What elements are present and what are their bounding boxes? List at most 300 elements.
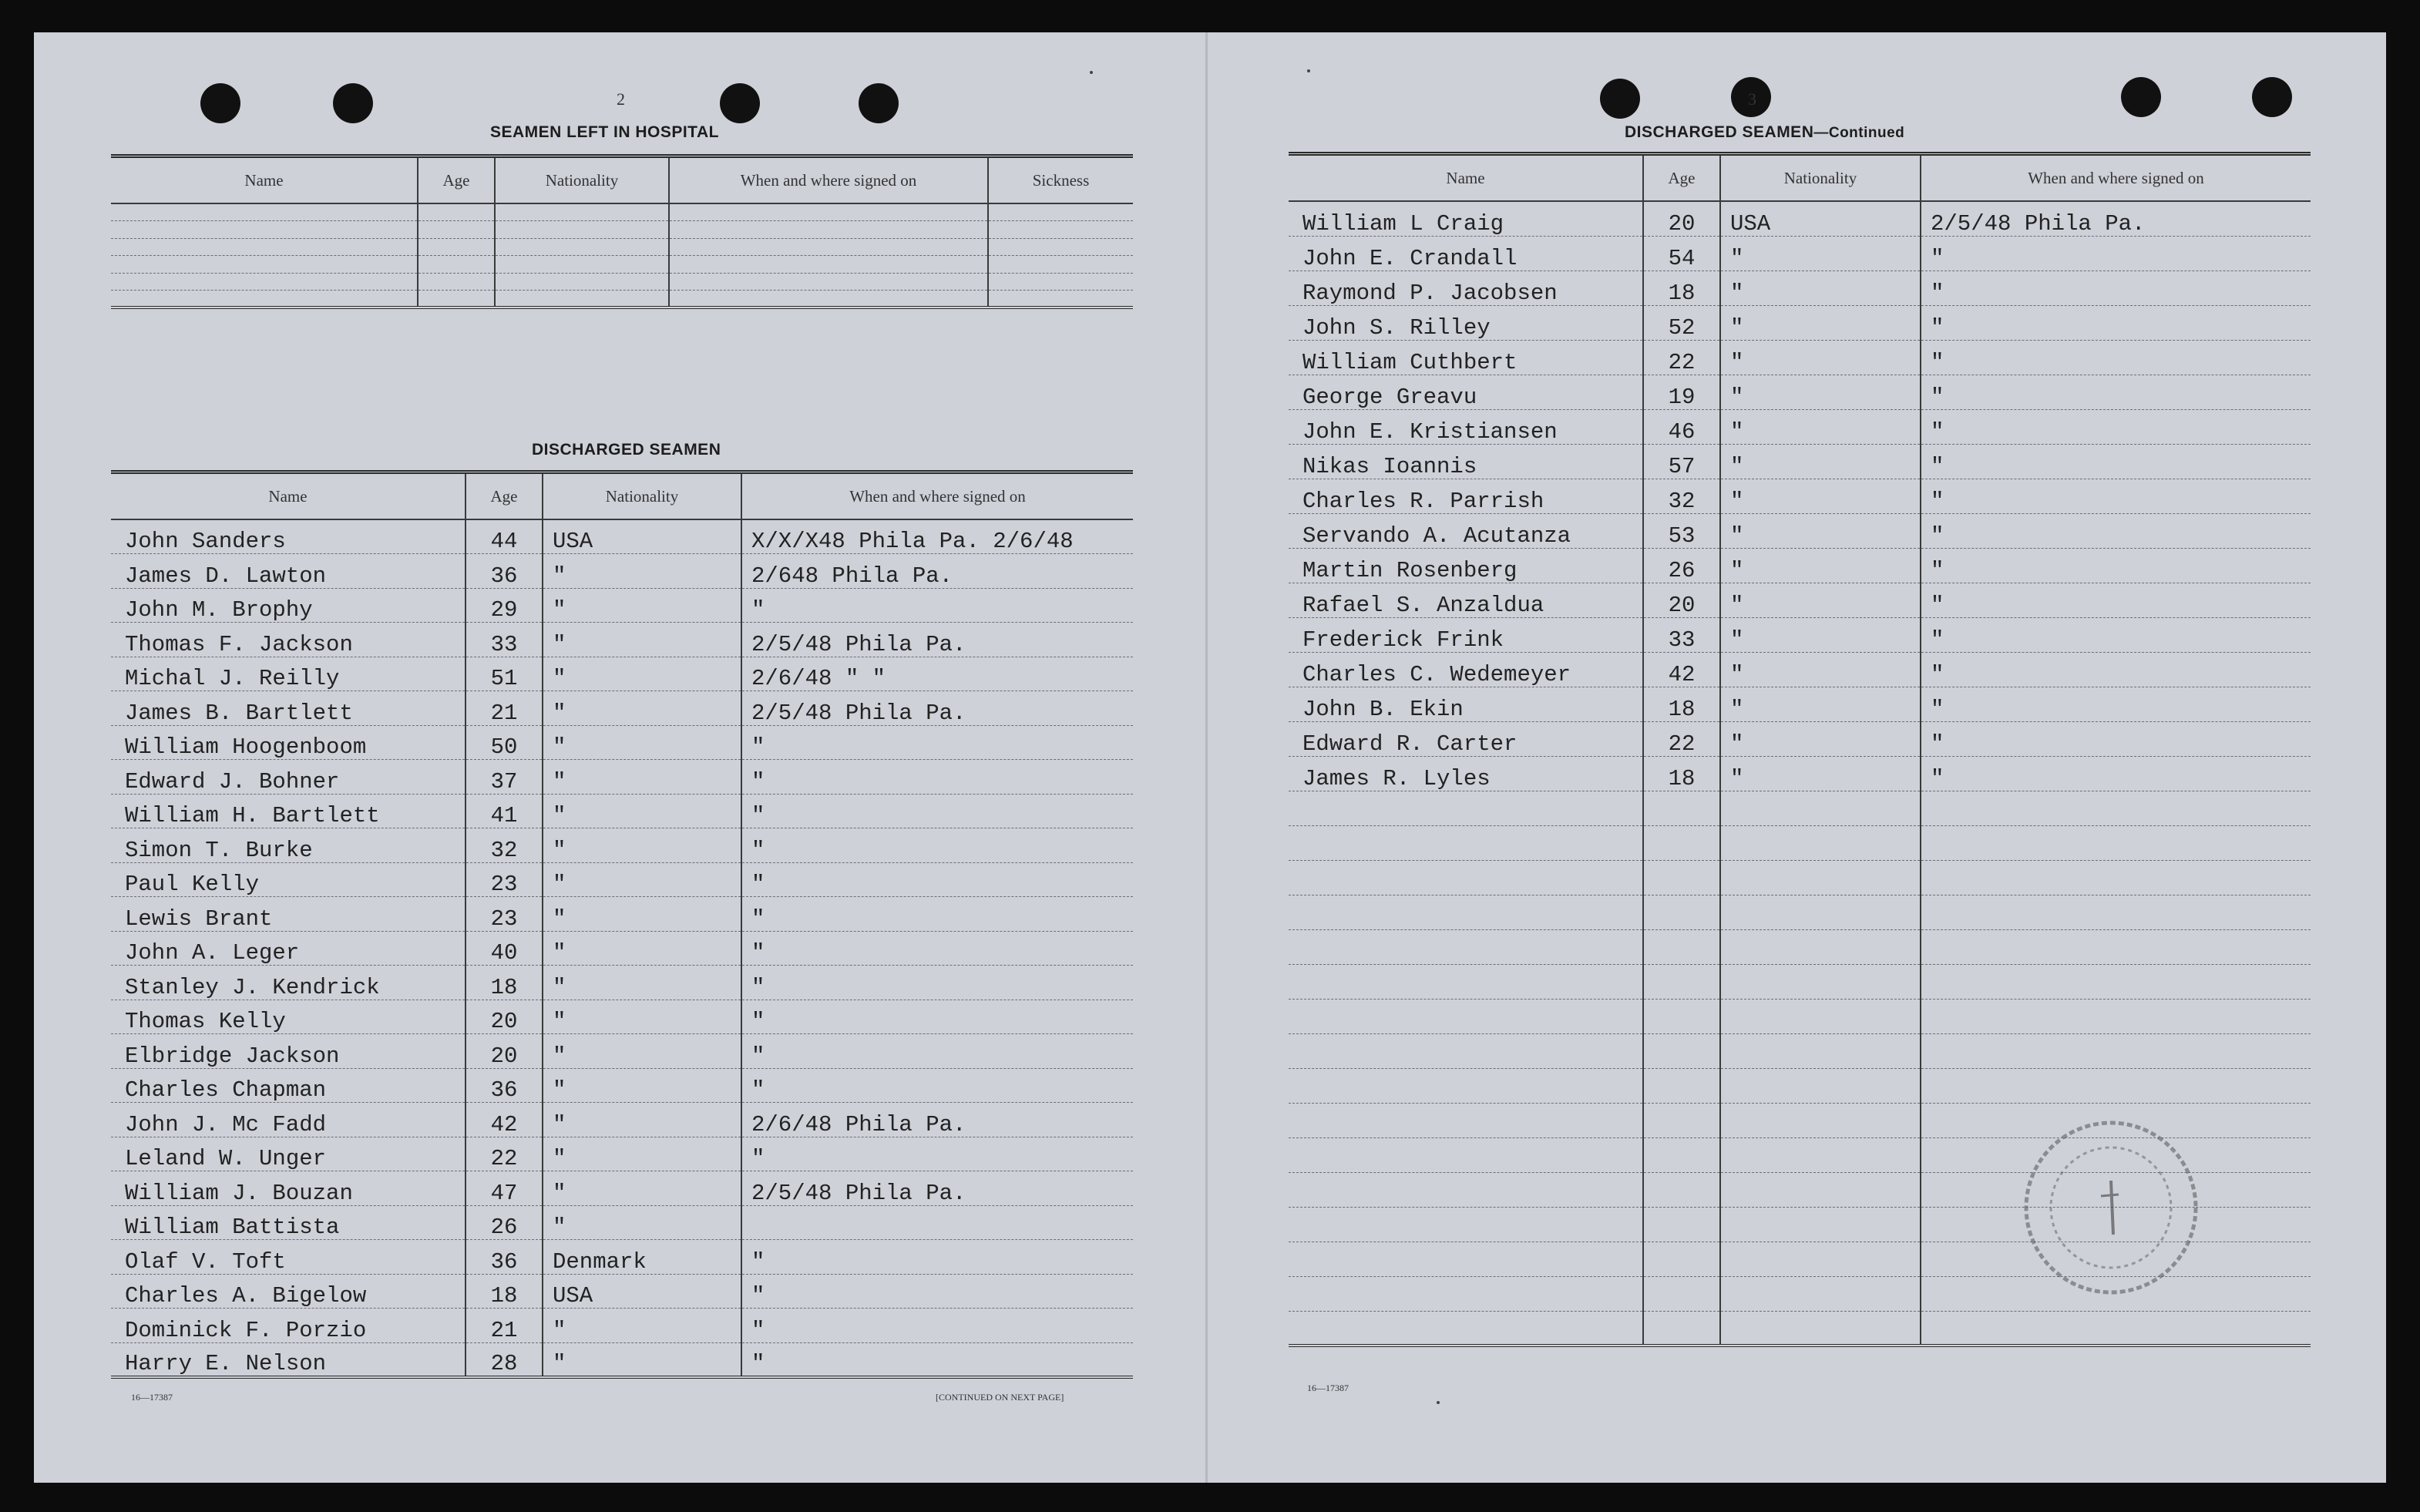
discharged-age-cell: 42 [466, 1103, 543, 1137]
continued-name-cell: John B. Ekin [1289, 687, 1643, 721]
continued-row [1289, 825, 2311, 860]
continued-age-cell [1643, 860, 1720, 895]
continued-header-age: Age [1643, 154, 1720, 202]
continued-nationality-cell [1720, 1207, 1921, 1242]
page-fold [1205, 32, 1208, 1483]
continued-age-cell: 33 [1643, 617, 1720, 652]
continued-name-cell [1289, 999, 1643, 1033]
continued-signed-on-cell: " [1921, 409, 2311, 444]
hospital-sickness-cell [988, 238, 1133, 256]
discharged-name-cell: John A. Leger [111, 931, 466, 966]
continued-row [1289, 895, 2311, 929]
discharged-age-cell: 23 [466, 897, 543, 932]
discharged-header-name: Name [111, 472, 466, 520]
punch-hole [2252, 77, 2292, 117]
discharged-row [111, 1171, 1133, 1206]
hospital-signed-on-cell [669, 273, 988, 291]
continued-nationality-cell: " [1720, 513, 1921, 548]
continued-signed-on-cell: " [1921, 444, 2311, 479]
discharged-row [111, 1309, 1133, 1343]
continued-signed-on-cell: 2/5/48 Phila Pa. [1921, 201, 2311, 236]
continued-signed-on-cell [1921, 860, 2311, 895]
continued-age-cell: 22 [1643, 340, 1720, 375]
continued-row [1289, 860, 2311, 895]
continued-age-cell [1643, 1276, 1720, 1311]
hospital-signed-on-cell [669, 238, 988, 256]
discharged-nationality-cell: " [543, 966, 741, 1000]
continued-signed-on-cell: " [1921, 548, 2311, 583]
continued-signed-on-cell [1921, 964, 2311, 999]
continued-age-cell: 52 [1643, 305, 1720, 340]
discharged-signed-on-cell: " [741, 1342, 1133, 1377]
continued-name-cell [1289, 1172, 1643, 1207]
hospital-name-cell [111, 238, 418, 256]
hospital-age-cell [418, 291, 495, 308]
continued-signed-on-cell: " [1921, 583, 2311, 617]
continued-name-cell: Frederick Frink [1289, 617, 1643, 652]
discharged-header-age: Age [466, 472, 543, 520]
hospital-signed-on-cell [669, 291, 988, 308]
continued-signed-on-cell: " [1921, 375, 2311, 409]
discharged-signed-on-cell [741, 1205, 1133, 1240]
paper-speck [1437, 1401, 1440, 1404]
continued-age-cell [1643, 929, 1720, 964]
discharged-age-cell: 36 [466, 1068, 543, 1103]
hospital-header-name: Name [111, 156, 418, 204]
continued-nationality-cell [1720, 1033, 1921, 1068]
continued-nationality-cell: " [1720, 340, 1921, 375]
discharged-name-cell: Michal J. Reilly [111, 657, 466, 691]
discharged-name-cell: Charles Chapman [111, 1068, 466, 1103]
continued-age-cell [1643, 1033, 1720, 1068]
hospital-row [111, 291, 1133, 308]
discharged-nationality-cell: " [543, 1137, 741, 1171]
discharged-row [111, 794, 1133, 828]
discharged-signed-on-cell: " [741, 828, 1133, 863]
hospital-nationality-cell [495, 273, 669, 291]
discharged-row [111, 931, 1133, 966]
discharged-age-cell: 40 [466, 931, 543, 966]
continued-name-cell: William L Craig [1289, 201, 1643, 236]
continued-name-cell: Edward R. Carter [1289, 721, 1643, 756]
discharged-signed-on-cell: " [741, 1137, 1133, 1171]
discharged-age-cell: 21 [466, 1309, 543, 1343]
hospital-sickness-cell [988, 221, 1133, 239]
discharged-row [111, 828, 1133, 863]
discharged-row [111, 691, 1133, 726]
discharged-name-cell: James B. Bartlett [111, 691, 466, 726]
continued-signed-on-cell: " [1921, 479, 2311, 513]
discharged-row [111, 1034, 1133, 1069]
punch-hole [1600, 79, 1640, 119]
continued-name-cell: John E. Kristiansen [1289, 409, 1643, 444]
continued-signed-on-cell [1921, 791, 2311, 825]
discharged-row [111, 1103, 1133, 1137]
hospital-sickness-cell [988, 273, 1133, 291]
hospital-row [111, 238, 1133, 256]
discharged-row [111, 554, 1133, 589]
continued-row [1289, 1033, 2311, 1068]
discharged-name-cell: Dominick F. Porzio [111, 1309, 466, 1343]
discharged-header-nationality: Nationality [543, 472, 741, 520]
punch-hole [200, 83, 240, 123]
discharged-signed-on-cell: " [741, 1240, 1133, 1275]
discharged-age-cell: 20 [466, 1000, 543, 1034]
continued-signed-on-cell: " [1921, 687, 2311, 721]
continued-signed-on-cell [1921, 1068, 2311, 1103]
continued-nationality-cell: USA [1720, 201, 1921, 236]
discharged-name-cell: Paul Kelly [111, 862, 466, 897]
continued-signed-on-cell [1921, 895, 2311, 929]
discharged-signed-on-cell: " [741, 588, 1133, 623]
hospital-nationality-cell [495, 203, 669, 221]
discharged-nationality-cell: " [543, 1309, 741, 1343]
discharged-age-cell: 29 [466, 588, 543, 623]
discharged-signed-on-cell: " [741, 1000, 1133, 1034]
discharged-age-cell: 36 [466, 554, 543, 589]
hospital-age-cell [418, 221, 495, 239]
continued-name-cell: Martin Rosenberg [1289, 548, 1643, 583]
hospital-name-cell [111, 291, 418, 308]
continued-age-cell [1643, 1311, 1720, 1346]
continued-name-cell: James R. Lyles [1289, 756, 1643, 791]
discharged-name-cell: William Hoogenboom [111, 725, 466, 760]
hospital-nationality-cell [495, 221, 669, 239]
paper-speck [1090, 71, 1093, 74]
discharged-age-cell: 26 [466, 1205, 543, 1240]
discharged-nationality-cell: " [543, 1000, 741, 1034]
continued-name-cell: Nikas Ioannis [1289, 444, 1643, 479]
hospital-age-cell [418, 273, 495, 291]
continued-age-cell: 42 [1643, 652, 1720, 687]
discharged-nationality-cell: " [543, 623, 741, 657]
continued-age-cell: 32 [1643, 479, 1720, 513]
discharged-age-cell: 44 [466, 519, 543, 554]
continued-nationality-cell [1720, 999, 1921, 1033]
continued-nationality-cell [1720, 1068, 1921, 1103]
discharged-nationality-cell: " [543, 725, 741, 760]
discharged-age-cell: 22 [466, 1137, 543, 1171]
hospital-signed-on-cell [669, 256, 988, 274]
continued-age-cell [1643, 1242, 1720, 1276]
discharged-name-cell: Thomas Kelly [111, 1000, 466, 1034]
discharged-signed-on-cell: " [741, 1274, 1133, 1309]
continued-name-cell: John E. Crandall [1289, 236, 1643, 270]
discharged-signed-on-cell: 2/6/48 Phila Pa. [741, 1103, 1133, 1137]
hospital-age-cell [418, 203, 495, 221]
hospital-nationality-cell [495, 238, 669, 256]
continued-age-cell: 20 [1643, 201, 1720, 236]
discharged-signed-on-cell: " [741, 966, 1133, 1000]
continued-name-cell [1289, 929, 1643, 964]
hospital-name-cell [111, 203, 418, 221]
hospital-header-sickness: Sickness [988, 156, 1133, 204]
continued-signed-on-cell: " [1921, 513, 2311, 548]
continued-signed-on-cell: " [1921, 721, 2311, 756]
official-stamp-seal [2015, 1111, 2207, 1304]
continued-nationality-cell [1720, 964, 1921, 999]
discharged-row [111, 1240, 1133, 1275]
hospital-sickness-cell [988, 256, 1133, 274]
discharged-signed-on-cell: " [741, 931, 1133, 966]
continued-row [1289, 305, 2311, 340]
continued-signed-on-cell: " [1921, 756, 2311, 791]
discharged-age-cell: 36 [466, 1240, 543, 1275]
continued-age-cell [1643, 1172, 1720, 1207]
hospital-row [111, 203, 1133, 221]
continued-row [1289, 513, 2311, 548]
discharged-nationality-cell: " [543, 1068, 741, 1103]
hospital-name-cell [111, 273, 418, 291]
discharged-nationality-cell: " [543, 794, 741, 828]
discharged-row [111, 1342, 1133, 1377]
hospital-age-cell [418, 256, 495, 274]
continued-nationality-cell: " [1720, 687, 1921, 721]
continued-row [1289, 479, 2311, 513]
discharged-row [111, 862, 1133, 897]
discharged-name-cell: William J. Bouzan [111, 1171, 466, 1206]
discharged-nationality-cell: " [543, 1205, 741, 1240]
discharged-signed-on-cell: " [741, 897, 1133, 932]
continued-row [1289, 236, 2311, 270]
continued-nationality-cell [1720, 825, 1921, 860]
hospital-sickness-cell [988, 203, 1133, 221]
discharged-signed-on-cell: " [741, 725, 1133, 760]
discharged-signed-on-cell: " [741, 1068, 1133, 1103]
discharged-row [111, 519, 1133, 554]
continued-nationality-cell: " [1720, 305, 1921, 340]
continued-name-cell: Raymond P. Jacobsen [1289, 270, 1643, 305]
discharged-nationality-cell: " [543, 828, 741, 863]
continued-name-cell: George Greavu [1289, 375, 1643, 409]
left-form-number: 16—17387 [131, 1392, 173, 1403]
continued-name-cell: Charles C. Wedemeyer [1289, 652, 1643, 687]
continued-nationality-cell [1720, 791, 1921, 825]
discharged-name-cell: Olaf V. Toft [111, 1240, 466, 1275]
continued-signed-on-cell: " [1921, 236, 2311, 270]
hospital-header-nationality: Nationality [495, 156, 669, 204]
discharged-name-cell: John J. Mc Fadd [111, 1103, 466, 1137]
continued-row [1289, 409, 2311, 444]
continued-header-row [1289, 154, 2311, 202]
discharged-nationality-cell: " [543, 588, 741, 623]
continued-header-name: Name [1289, 154, 1643, 202]
discharged-name-cell: Elbridge Jackson [111, 1034, 466, 1069]
discharged-signed-on-cell: 2/648 Phila Pa. [741, 554, 1133, 589]
continued-name-cell [1289, 964, 1643, 999]
continued-nationality-cell [1720, 1276, 1921, 1311]
continued-age-cell: 18 [1643, 687, 1720, 721]
continued-age-cell [1643, 1137, 1720, 1172]
discharged-signed-on-cell: " [741, 760, 1133, 795]
discharged-signed-on-cell: " [741, 862, 1133, 897]
continued-signed-on-cell [1921, 1033, 2311, 1068]
continued-name-cell [1289, 1276, 1643, 1311]
continued-nationality-cell: " [1720, 583, 1921, 617]
punch-hole [720, 83, 760, 123]
paper-speck [1307, 69, 1310, 72]
hospital-signed-on-cell [669, 221, 988, 239]
discharged-nationality-cell: " [543, 897, 741, 932]
continued-signed-on-cell: " [1921, 270, 2311, 305]
discharged-row [111, 1274, 1133, 1309]
punch-hole [333, 83, 373, 123]
continued-row [1289, 375, 2311, 409]
continued-name-cell: Charles R. Parrish [1289, 479, 1643, 513]
hospital-name-cell [111, 256, 418, 274]
discharged-row [111, 657, 1133, 691]
discharged-row [111, 1137, 1133, 1171]
discharged-row [111, 1205, 1133, 1240]
continued-age-cell: 22 [1643, 721, 1720, 756]
discharged-name-cell: Thomas F. Jackson [111, 623, 466, 657]
discharged-age-cell: 23 [466, 862, 543, 897]
continued-nationality-cell [1720, 1311, 1921, 1346]
right-section-title [1625, 123, 1904, 142]
hospital-age-cell [418, 238, 495, 256]
continued-name-cell [1289, 1068, 1643, 1103]
discharged-nationality-cell: " [543, 760, 741, 795]
discharged-row [111, 966, 1133, 1000]
continued-nationality-cell [1720, 1242, 1921, 1276]
hospital-nationality-cell [495, 256, 669, 274]
continued-row [1289, 791, 2311, 825]
discharged-signed-on-cell: " [741, 1034, 1133, 1069]
continued-age-cell: 20 [1643, 583, 1720, 617]
discharged-nationality-cell: " [543, 691, 741, 726]
continued-age-cell [1643, 791, 1720, 825]
continued-nationality-cell: " [1720, 270, 1921, 305]
discharged-age-cell: 21 [466, 691, 543, 726]
continued-name-cell: Servando A. Acutanza [1289, 513, 1643, 548]
continued-row [1289, 201, 2311, 236]
continued-nationality-cell: " [1720, 409, 1921, 444]
discharged-age-cell: 32 [466, 828, 543, 863]
right-form-number: 16—17387 [1307, 1383, 1349, 1393]
discharged-name-cell: James D. Lawton [111, 554, 466, 589]
continued-name-cell [1289, 1033, 1643, 1068]
discharged-nationality-cell: " [543, 1342, 741, 1377]
discharged-signed-on-cell: " [741, 1309, 1133, 1343]
continued-nationality-cell: " [1720, 721, 1921, 756]
continued-nationality-cell: " [1720, 236, 1921, 270]
discharged-age-cell: 18 [466, 1274, 543, 1309]
continued-row [1289, 340, 2311, 375]
hospital-row [111, 256, 1133, 274]
punch-hole [859, 83, 899, 123]
discharged-name-cell: John M. Brophy [111, 588, 466, 623]
discharged-row [111, 623, 1133, 657]
continued-row [1289, 583, 2311, 617]
discharged-age-cell: 18 [466, 966, 543, 1000]
discharged-name-cell: William H. Bartlett [111, 794, 466, 828]
continued-row [1289, 687, 2311, 721]
discharged-nationality-cell: " [543, 931, 741, 966]
discharged-name-cell: Stanley J. Kendrick [111, 966, 466, 1000]
continued-name-cell [1289, 791, 1643, 825]
discharged-nationality-cell: USA [543, 1274, 741, 1309]
continued-name-cell [1289, 825, 1643, 860]
discharged-age-cell: 37 [466, 760, 543, 795]
continued-row [1289, 721, 2311, 756]
right-title-main: DISCHARGED SEAMEN [1625, 123, 1814, 141]
continued-nationality-cell: " [1720, 375, 1921, 409]
continued-nationality-cell: " [1720, 617, 1921, 652]
discharged-row [111, 725, 1133, 760]
discharged-signed-on-cell: X/X/X48 Phila Pa. 2/6/48 [741, 519, 1133, 554]
discharged-nationality-cell: USA [543, 519, 741, 554]
continued-nationality-cell: " [1720, 444, 1921, 479]
continued-nationality-cell [1720, 1172, 1921, 1207]
discharged-age-cell: 33 [466, 623, 543, 657]
discharged-signed-on-cell: 2/5/48 Phila Pa. [741, 1171, 1133, 1206]
continued-age-cell: 53 [1643, 513, 1720, 548]
continued-row [1289, 548, 2311, 583]
continued-name-cell [1289, 1137, 1643, 1172]
continued-signed-on-cell: " [1921, 617, 2311, 652]
right-page-number: 3 [1748, 89, 1756, 109]
continued-name-cell [1289, 1207, 1643, 1242]
continued-row [1289, 1311, 2311, 1346]
continued-row [1289, 929, 2311, 964]
hospital-table [111, 154, 1133, 309]
continued-age-cell: 57 [1643, 444, 1720, 479]
continued-name-cell: Rafael S. Anzaldua [1289, 583, 1643, 617]
discharged-name-cell: Lewis Brant [111, 897, 466, 932]
continued-signed-on-cell [1921, 999, 2311, 1033]
discharged-nationality-cell: " [543, 554, 741, 589]
hospital-header-row [111, 156, 1133, 204]
continued-nationality-cell: " [1720, 756, 1921, 791]
discharged-age-cell: 47 [466, 1171, 543, 1206]
hospital-name-cell [111, 221, 418, 239]
discharged-name-cell: Simon T. Burke [111, 828, 466, 863]
continued-row [1289, 999, 2311, 1033]
continued-age-cell [1643, 964, 1720, 999]
hospital-body [111, 203, 1133, 307]
discharged-age-cell: 50 [466, 725, 543, 760]
continued-name-cell: John S. Rilley [1289, 305, 1643, 340]
continued-signed-on-cell [1921, 929, 2311, 964]
discharged-signed-on-cell: 2/5/48 Phila Pa. [741, 691, 1133, 726]
continued-age-cell: 18 [1643, 756, 1720, 791]
discharged-nationality-cell: " [543, 1034, 741, 1069]
continued-signed-on-cell [1921, 825, 2311, 860]
continued-name-cell [1289, 860, 1643, 895]
discharged-header-row [111, 472, 1133, 520]
discharged-name-cell: Leland W. Unger [111, 1137, 466, 1171]
discharged-signed-on-cell: " [741, 794, 1133, 828]
discharged-section-title: DISCHARGED SEAMEN [532, 441, 721, 459]
discharged-row [111, 897, 1133, 932]
continued-row [1289, 652, 2311, 687]
discharged-header-signed-on: When and where signed on [741, 472, 1133, 520]
continued-nationality-cell: " [1720, 479, 1921, 513]
discharged-nationality-cell: " [543, 657, 741, 691]
discharged-row [111, 588, 1133, 623]
discharged-signed-on-cell: 2/5/48 Phila Pa. [741, 623, 1133, 657]
continued-row [1289, 1068, 2311, 1103]
continued-row [1289, 756, 2311, 791]
continued-nationality-cell [1720, 1103, 1921, 1137]
discharged-name-cell: Charles A. Bigelow [111, 1274, 466, 1309]
continued-age-cell [1643, 895, 1720, 929]
continued-age-cell: 19 [1643, 375, 1720, 409]
continued-name-cell: William Cuthbert [1289, 340, 1643, 375]
continued-nationality-cell: " [1720, 548, 1921, 583]
continued-row [1289, 270, 2311, 305]
continued-row [1289, 964, 2311, 999]
